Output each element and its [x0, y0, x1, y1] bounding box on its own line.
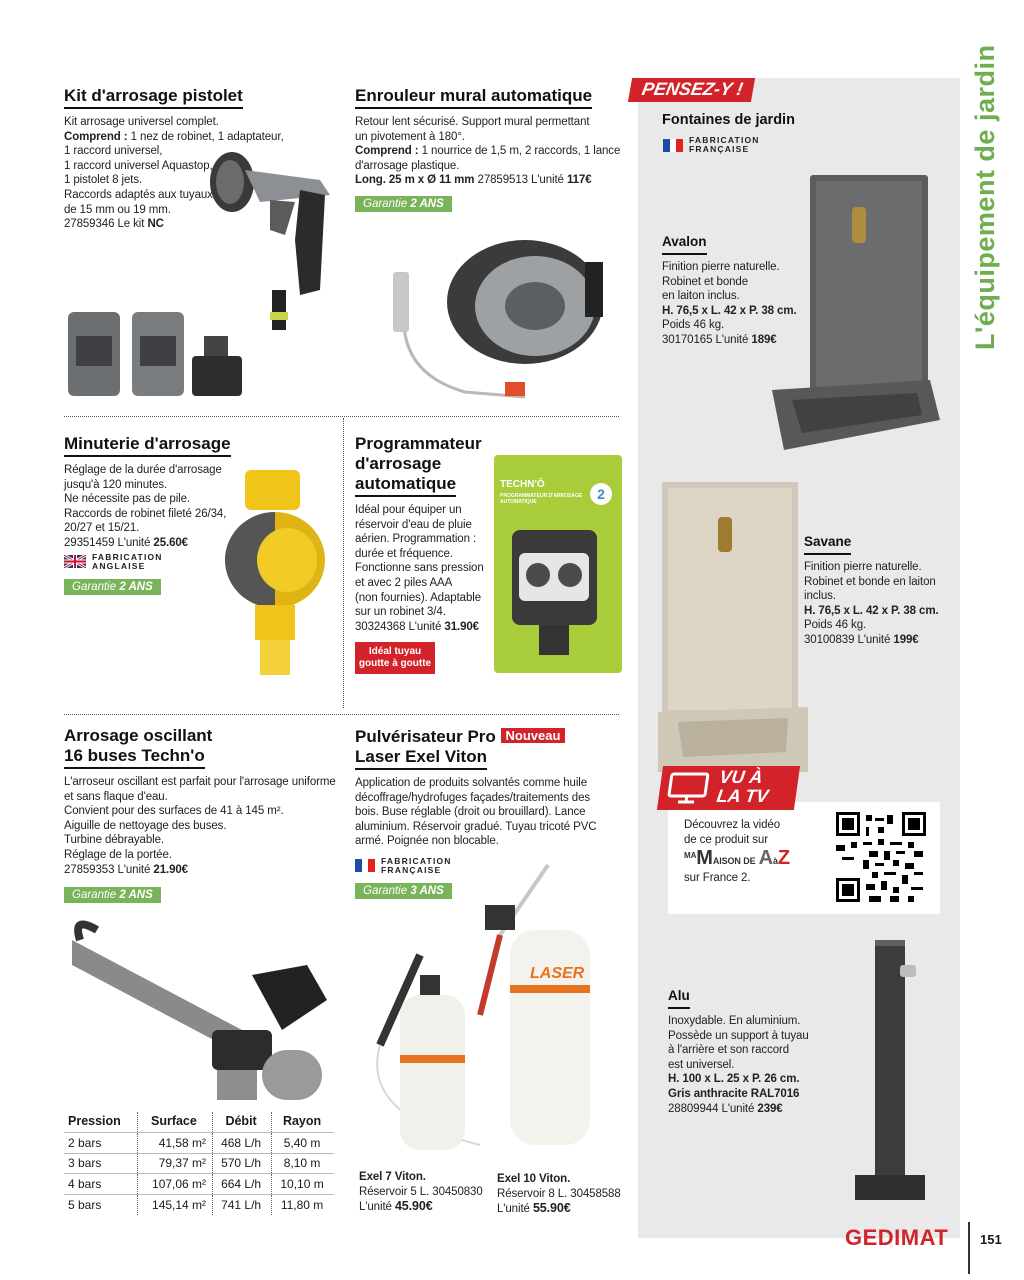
- programmateur-package: [494, 455, 622, 673]
- table-cell: 11,80 m: [272, 1194, 334, 1215]
- table-row: [64, 1194, 334, 1215]
- table-header: Débit: [213, 1112, 272, 1133]
- oscillant-title: Arrosage oscillant 16 buses Techn'o: [64, 726, 344, 769]
- savane-description: Finition pierre naturelle. Robinet et bonde en laiton inclus. H. 76,5 x L. 42 x P. 38 cm. Poids 46 kg. 30100839 L'unité 199€: [804, 561, 939, 646]
- savane-section: [804, 532, 954, 648]
- table-row: [64, 1153, 334, 1174]
- table-cell: 5,40 m: [272, 1133, 334, 1154]
- table-header: Rayon: [272, 1112, 334, 1133]
- footer-divider: [968, 1222, 970, 1274]
- table-row: [64, 1174, 334, 1195]
- section-title: L'équipement de jardin: [970, 44, 1000, 350]
- pack-brand: TECHN'Ô: [500, 479, 545, 490]
- oscillant-description: L'arroseur oscillant est parfait pour l'arrosage uniforme et sans flaque d'eau. Convient pour des surfaces de 41 à 145 m². Aiguille de nettoyage des buses. Turbine débrayable. Réglage de la portée. 27859353 L'unité 21.90€: [64, 776, 336, 876]
- vu-tv-text: Découvrez la vidéo de ce produit sur $^{MA}$MAISON DE AàZ sur France 2.: [684, 818, 824, 885]
- timer-image: [215, 465, 340, 680]
- enrouleur-garantie-badge: Garantie 2 ANS: [355, 196, 452, 212]
- minuterie-garantie-badge: Garantie 2 ANS: [64, 579, 161, 595]
- kit-description: Kit arrosage universel complet. Comprend : 1 nez de robinet, 1 adaptateur, 1 raccord universel, 1 raccord universel Aquastop, 1 pistolet 8 jets. Raccords adaptés aux tuyaux de 15 mm ou 19 mm. 27859346 Le kit NC: [64, 116, 284, 231]
- exel7-price: 45.90€: [394, 1199, 433, 1214]
- alu-price: 239€: [757, 1102, 783, 1115]
- programmateur-section: [355, 434, 495, 674]
- programmateur-price: 31.90€: [444, 620, 479, 633]
- table-cell: 2 bars: [64, 1133, 137, 1154]
- pack-text: PROGRAMMATEUR D'ARROSAGE AUTOMATIQUE: [500, 493, 583, 505]
- table-cell: 5 bars: [64, 1194, 137, 1215]
- fontaines-fabrication-francaise: FABRICATION FRANÇAISE: [663, 136, 760, 154]
- france-flag-icon: [663, 139, 683, 152]
- exel7-info: Exel 7 Viton. Réservoir 5 L. 30450830 L'unité 45.90€: [359, 1171, 483, 1214]
- page-number: 151: [980, 1232, 1002, 1247]
- minuterie-description: Réglage de la durée d'arrosage jusqu'à 120 minutes. Ne nécessite pas de pile. Raccords de robinet fileté 26/34, 20/27 et 15/21. 29351459 L'unité 25.60€: [64, 464, 227, 549]
- kit-price: NC: [147, 218, 164, 231]
- kit-title: Kit d'arrosage pistolet: [64, 86, 243, 109]
- vu-tv-tag: VU À LA TV: [657, 766, 800, 810]
- table-cell: 3 bars: [64, 1153, 137, 1174]
- divider: [64, 714, 619, 715]
- table-cell: 107,06 m²: [137, 1174, 212, 1195]
- uk-flag-icon: [64, 555, 86, 568]
- divider: [64, 416, 619, 417]
- table-cell: 145,14 m²: [137, 1194, 212, 1215]
- alu-fountain-image: [850, 935, 930, 1205]
- exel10-price: 55.90€: [532, 1201, 571, 1216]
- savane-fountain-image: [658, 482, 808, 772]
- table-header: Surface: [137, 1112, 212, 1133]
- enrouleur-price: 117€: [566, 174, 592, 187]
- oscillant-spec-table: [64, 1112, 334, 1215]
- pulverisateur-title: Pulvérisateur Pro Nouveau Laser Exel Viton: [355, 726, 625, 770]
- ideal-tuyau-tag: Idéal tuyau goutte à goutte: [355, 642, 435, 674]
- table-cell: 741 L/h: [213, 1194, 272, 1215]
- nouveau-badge: Nouveau: [501, 728, 566, 743]
- hose-reel-image: [385, 222, 610, 412]
- alu-title: Alu: [668, 986, 690, 1009]
- savane-title: Savane: [804, 532, 851, 555]
- tank-label: LASER: [530, 965, 585, 982]
- table-row: [64, 1133, 334, 1154]
- alu-section: [668, 986, 843, 1116]
- table-cell: 41,58 m²: [137, 1133, 212, 1154]
- fabrication-francaise: FABRICATION FRANÇAISE: [355, 857, 625, 875]
- maison-az-logo: $^{MA}$MAISON DE AàZ: [684, 847, 791, 870]
- oscillant-section: [64, 726, 344, 903]
- programmateur-title: Programmateur d'arrosage automatique: [355, 434, 495, 497]
- avalon-section: [662, 232, 812, 348]
- oscillant-price: 21.90€: [153, 863, 188, 876]
- pulverisateur-garantie-badge: Garantie 3 ANS: [355, 883, 452, 899]
- table-cell: 664 L/h: [213, 1174, 272, 1195]
- connectors-image: [64, 306, 254, 402]
- oscillating-sprinkler-image: [62, 920, 337, 1110]
- fabrication-anglaise: FABRICATION ANGLAISE: [64, 553, 244, 571]
- avalon-description: Finition pierre naturelle. Robinet et bonde en laiton inclus. H. 76,5 x L. 42 x P. 38 cm. Poids 46 kg. 30170165 L'unité 189€: [662, 261, 797, 346]
- qr-code-icon[interactable]: [836, 812, 926, 902]
- table-cell: 570 L/h: [213, 1153, 272, 1174]
- savane-price: 199€: [893, 633, 919, 646]
- table-cell: 8,10 m: [272, 1153, 334, 1174]
- minuterie-title: Minuterie d'arrosage: [64, 434, 231, 457]
- fontaines-heading: Fontaines de jardin: [662, 112, 795, 128]
- sprayer-image: [360, 855, 620, 1165]
- divider: [343, 418, 344, 708]
- table-cell: 10,10 m: [272, 1174, 334, 1195]
- gedimat-logo: GEDIMAT: [845, 1225, 949, 1250]
- table-cell: 468 L/h: [213, 1133, 272, 1154]
- enrouleur-section: [355, 86, 625, 212]
- exel10-info: Exel 10 Viton. Réservoir 8 L. 30458588 L'unité 55.90€: [497, 1173, 621, 1216]
- table-cell: 4 bars: [64, 1174, 137, 1195]
- avalon-price: 189€: [751, 333, 777, 346]
- pulverisateur-description: Application de produits solvantés comme huile décoffrage/hydrofuges façades/traitements des bois. Buse réglable (droit ou brouillard). Lance aluminium. Réservoir gradué. Tuyau tricoté PVC armé. Poignée non blocable.: [355, 777, 597, 848]
- enrouleur-title: Enrouleur mural automatique: [355, 86, 592, 109]
- alu-description: Inoxydable. En aluminium. Possède un support à tuyau à l'arrière et son raccord est universel. H. 100 x L. 25 x P. 26 cm. Gris anthracite RAL7016 28809944 L'unité 239€: [668, 1015, 809, 1115]
- avalon-title: Avalon: [662, 232, 707, 255]
- table-header-row: [64, 1112, 334, 1133]
- table-cell: 79,37 m²: [137, 1153, 212, 1174]
- pack-number: 2: [590, 483, 612, 505]
- oscillant-garantie-badge: Garantie 2 ANS: [64, 887, 161, 903]
- tv-icon: [666, 772, 710, 804]
- minuterie-price: 25.60€: [153, 536, 188, 549]
- programmateur-description: Idéal pour équiper un réservoir d'eau de pluie aérien. Programmation : durée et fréquence. Fonctionne sans pression et avec 2 piles AAA (non fournies). Adaptable sur un robinet 3/4. 30324368 L'unité 31.90€: [355, 504, 484, 633]
- enrouleur-description: Retour lent sécurisé. Support mural permettant un pivotement à 180°. Comprend : 1 nourrice de 1,5 m, 2 raccords, 1 lance d'arrosage plastique. Long. 25 m x Ø 11 mm 27859513 L'unité 117€: [355, 116, 621, 187]
- pensez-y-tag: PENSEZ-Y !: [628, 78, 755, 102]
- table-header: Pression: [68, 1114, 121, 1128]
